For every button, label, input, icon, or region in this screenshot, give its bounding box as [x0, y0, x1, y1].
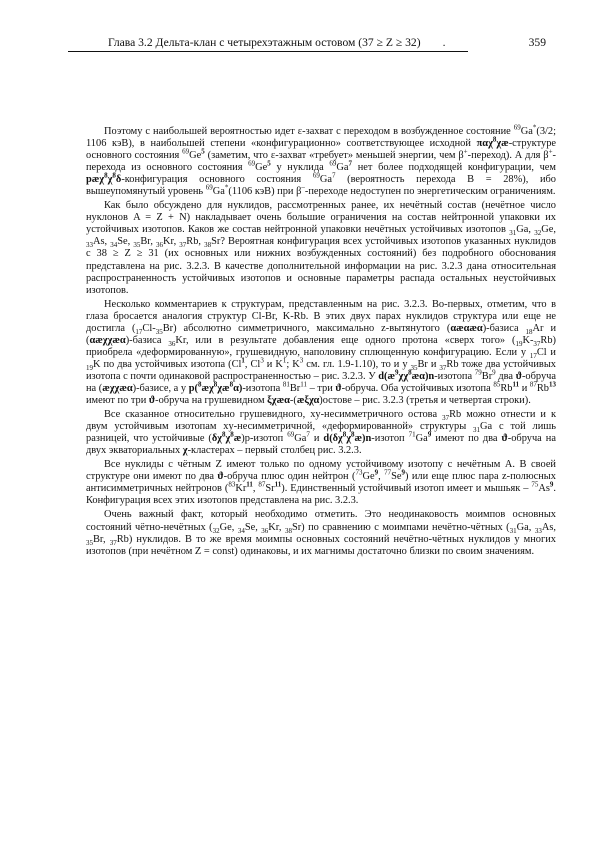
text-run: 37 — [109, 538, 117, 547]
text-run: 11 — [512, 380, 520, 389]
text-run: Rb) приобрела «деформированную», грушевидную, наполовину сплющенную конфигурацию. Если у — [86, 334, 556, 358]
text-run: )p-изотоп — [241, 433, 288, 445]
text-run: 8 — [112, 171, 116, 180]
text-run: χæ — [217, 382, 230, 394]
text-run: 9 — [492, 368, 496, 377]
text-run: два — [495, 370, 516, 382]
paragraph-5 — [86, 459, 556, 507]
page-number: 359 — [528, 36, 546, 49]
text-run: Kr, — [163, 236, 180, 248]
text-run: χχ — [398, 370, 409, 382]
text-run: αæχχæα — [89, 334, 126, 346]
text-run: 11 — [246, 480, 253, 489]
text-run: 8 — [230, 430, 234, 439]
text-run: Rb тоже два устойчивых изотопа с почти одинаковой распространенностью – рис. 3.2.3. У — [86, 358, 557, 382]
text-run: 32 — [212, 526, 220, 535]
text-run: -обруча плюс один нейтрон ( — [223, 471, 356, 483]
text-run: 7 — [331, 171, 336, 180]
text-run: 8 — [351, 430, 355, 439]
text-run: Ge — [255, 162, 268, 174]
text-run: παχ — [476, 138, 493, 150]
chapter-title-text: Глава 3.2 Дельта-клан с четырехэтажным остовом (37 ≥ Z ≥ 32) — [108, 36, 421, 49]
text-run: æξχα — [296, 395, 320, 407]
text-run: 35 — [155, 327, 163, 336]
text-run: имеют по три — [86, 395, 149, 407]
chapter-title — [108, 36, 445, 49]
text-run: (3/2; 1106 кэВ), в наибольшей степени «конфигурационно» соответствующее исходной — [86, 126, 556, 150]
text-run: * — [532, 123, 537, 132]
text-run: Se — [391, 471, 402, 483]
text-run: -изотопа — [242, 382, 283, 394]
text-run: Ge, — [219, 521, 238, 533]
paragraph-6 — [86, 509, 556, 557]
text-run: -кластерах – первый столбец рис. 3.2.3. — [187, 445, 362, 457]
text-run: и — [309, 433, 324, 445]
text-run: Как было обсуждено для нуклидов, рассмотренных ранее, их нечётный состав (нечётное число нуклонов A = Z + N) накладывает очень большие ограничения на состав нейтронной упаковки их устойчивых изотопов. Каков же состав нейтронной упаковки нечётных устойчивых изотопов — [86, 200, 556, 236]
text-run: 75 — [531, 480, 539, 489]
text-run: 19 — [515, 339, 523, 348]
text-run: 9 — [374, 468, 379, 477]
text-run: α) — [233, 382, 243, 394]
text-run: см. гл. 1.9-1.10), то и у — [303, 358, 411, 370]
text-run: Br, — [140, 236, 157, 248]
text-run: + — [463, 147, 468, 156]
text-run: -изотоп — [371, 433, 409, 445]
text-run: Ga, — [516, 521, 535, 533]
text-run: χæ — [496, 138, 509, 150]
text-run: 3 — [299, 356, 304, 365]
text-run: Ge, — [541, 224, 556, 236]
text-run: Rb — [536, 382, 549, 394]
text-run: -обруча. Оба устойчивых изотопа — [341, 382, 494, 394]
text-run: 1 — [241, 356, 245, 365]
text-run: -переход). А для β — [467, 150, 549, 162]
text-run: Cl и — [536, 346, 556, 358]
text-run: 36 — [168, 339, 176, 348]
text-run: 31 — [509, 526, 517, 535]
text-run: ) или еще плюс пара z-полюсных антисимметричных нейтронов ( — [86, 471, 556, 495]
text-run: As, — [93, 236, 111, 248]
text-run: 8 — [492, 135, 497, 144]
text-run: 9 — [395, 368, 399, 377]
body-text — [86, 123, 557, 560]
text-run: 5 — [201, 147, 205, 156]
text-run: 87 — [529, 380, 537, 389]
text-run: -обруча на грушевидном — [155, 395, 268, 407]
text-run: Sr? Вероятная конфигурация всех устойчивых изотопов указанных нуклидов с 38 ≥ Z ≥ 31 (их основных или нижних возбужденных состояний) без подробного обоснования представлена на рис. 3.2.3. В качестве дополнительной информации на рис. 3.2.3 дана относительная распространенность устойчивых изотопов и основные параметры распада остальных неустойчивых изотопов. — [86, 236, 557, 296]
text-run: -переходе недоступен по энергетическим ограничениям. — [304, 186, 556, 198]
text-run: Ge — [189, 150, 202, 162]
text-run: 37 — [533, 339, 541, 348]
text-run: æ)n — [354, 433, 372, 445]
text-run: Sr — [265, 483, 275, 495]
text-run: 9 — [427, 430, 432, 439]
text-run: 33 — [534, 526, 542, 535]
text-run: As, — [541, 521, 556, 533]
text-run: ϑ — [515, 370, 522, 382]
paragraph-4 — [86, 409, 556, 457]
text-run: 11 — [300, 380, 307, 389]
text-run: Ga — [520, 126, 533, 137]
text-run: 8 — [104, 171, 108, 180]
text-run: Ga — [336, 162, 349, 174]
text-run: 69 — [248, 159, 256, 168]
paragraph-1 — [86, 123, 556, 198]
text-run: -перехода из основного состояния — [86, 150, 556, 174]
text-run: -обруча на двух экваториальных — [86, 433, 556, 457]
text-run: ϑ — [335, 382, 342, 394]
text-run: χ — [182, 445, 188, 457]
text-run: K- — [522, 334, 534, 346]
text-run: )-базисе, а у — [132, 382, 189, 394]
text-run: 32 — [534, 229, 542, 238]
text-run: 9 — [401, 468, 405, 477]
text-run: K по два устойчивых изотопа (Cl — [93, 358, 242, 370]
text-run: ; K — [286, 358, 300, 370]
text-run: 37 — [439, 363, 447, 372]
text-run: Se, — [244, 521, 262, 533]
text-run: 38 — [284, 526, 292, 535]
text-run: ϑ — [148, 395, 156, 407]
page-header — [68, 36, 546, 54]
text-run: 36 — [261, 526, 269, 535]
text-run: + — [548, 147, 553, 156]
text-run: -изотопа — [434, 370, 475, 382]
text-run: Ga — [294, 433, 307, 445]
text-run: 9 — [549, 480, 554, 489]
text-run: 69 — [513, 123, 521, 132]
text-run: Br, — [93, 533, 110, 545]
text-run: æχ — [201, 382, 214, 394]
text-run: 8 — [221, 430, 226, 439]
text-run: 35 — [86, 538, 93, 547]
text-run: 18 — [525, 327, 533, 336]
text-run: 19 — [86, 363, 93, 372]
header-dot: . — [442, 36, 446, 49]
text-run: (заметим, что ε-захват «требует» меньшей энергии, чем β — [204, 150, 464, 162]
text-run: 3 — [260, 356, 264, 365]
text-run: Kr, — [268, 521, 285, 533]
text-run: – — [301, 183, 305, 192]
text-run: , — [252, 483, 259, 495]
header-rule — [68, 51, 468, 52]
text-run: 17 — [135, 327, 143, 336]
text-run: 35 — [133, 241, 141, 250]
text-run: (1106 кэВ) при β — [228, 186, 302, 198]
text-run: 79 — [474, 368, 482, 377]
text-run: æχχæα — [102, 382, 133, 394]
text-run: )-базиса — [125, 334, 169, 346]
text-run: Очень важный факт, который необходимо отметить. Это неодинаковость моимпов основных состояний чётно-нечётных ( — [86, 509, 556, 533]
text-run: -( — [289, 395, 297, 407]
text-run: χ — [225, 433, 231, 445]
text-run: , — [378, 471, 385, 483]
text-run: * — [224, 183, 229, 192]
text-run: 69 — [205, 183, 213, 192]
text-run: Kr, или в результате добавления еще одного протона «сверх того» ( — [175, 334, 516, 346]
text-run: δχ — [211, 433, 222, 445]
text-run: χ — [346, 433, 352, 445]
text-run: Br — [289, 382, 301, 394]
text-run: )-базиса — [482, 322, 526, 334]
text-run: 81 — [282, 380, 290, 389]
text-run: 87 — [258, 480, 266, 489]
text-run: χ — [107, 174, 113, 186]
text-run: 37 — [179, 241, 187, 250]
text-run: Все сказанное относительно грушевидного, xy-несимметричного остова — [104, 409, 443, 421]
text-run: Kr — [235, 483, 247, 495]
text-run: , Cl — [244, 358, 261, 370]
text-run: нет более подходящей конфигурации, чем — [352, 162, 556, 174]
text-run: δ — [115, 174, 122, 186]
text-run: . Конфигурация всех этих изотопов представлена на рис. 3.2.3. — [86, 483, 556, 507]
text-run: Br и — [417, 358, 440, 370]
text-run: d(æ — [378, 370, 396, 382]
text-run: Br) абсолютно симметричного, максимально z-вытянутого ( — [162, 322, 451, 334]
text-run: 31 — [509, 229, 517, 238]
text-run: 71 — [408, 430, 416, 439]
text-run: ξχæα — [267, 395, 290, 407]
text-run: Все нуклиды с чётным Z имеют только по одному устойчивому изотопу с нечётным A. В своей структуре они имеют по два — [86, 459, 556, 483]
text-run: Ga с той лишь разницей, что устойчивые ( — [86, 421, 557, 445]
text-run: Rb можно отнести и к двум устойчивым изотопам xy-несимметричной, «деформированной» структуры — [86, 409, 556, 433]
text-run: As — [538, 483, 550, 495]
text-run: 37 — [442, 414, 450, 423]
text-run: æ — [233, 433, 242, 445]
text-run: ϑ — [501, 433, 508, 445]
text-run: 8 — [197, 380, 202, 389]
text-run: pæχ — [86, 174, 105, 186]
text-run: Ga — [212, 186, 225, 198]
text-run: Br — [481, 370, 493, 382]
text-run: 69 — [329, 159, 337, 168]
text-run: Ga, — [516, 224, 535, 236]
text-run: ). Единственный устойчивый изотоп имеет и мышьяк – — [281, 483, 532, 495]
text-run: 36 — [156, 241, 164, 250]
text-run: 85 — [493, 380, 501, 389]
text-run: 34 — [237, 526, 245, 535]
text-run: Rb — [500, 382, 513, 394]
text-run: 34 — [110, 241, 118, 250]
text-run: 5 — [267, 159, 271, 168]
text-run: 8 — [408, 368, 412, 377]
text-run: у нуклида — [270, 162, 330, 174]
text-run: 77 — [384, 468, 392, 477]
text-run: 17 — [529, 351, 537, 360]
text-run: Ar и ( — [86, 322, 557, 346]
text-run: 69 — [182, 147, 190, 156]
text-run: Поэтому с наибольшей вероятностью идет ε-захват с переходом в возбужденное состояние — [104, 126, 514, 137]
text-run: 33 — [86, 241, 93, 250]
text-run: 38 — [204, 241, 212, 250]
text-run: 11 — [274, 480, 282, 489]
text-run: Sr) по сравнению с моимпами нечётно-чётных ( — [291, 521, 510, 533]
text-run: Rb, — [186, 236, 205, 248]
text-run: -обруча на ( — [86, 370, 556, 394]
text-run: (вероятность перехода B = 28%), ибо вышеупомянутый уровень — [86, 174, 556, 198]
text-run: )остове – рис. 3.2.3 (третья и четвертая строки). — [319, 395, 531, 407]
text-run: 8 — [342, 430, 347, 439]
paragraph-3 — [86, 299, 556, 407]
text-run: и K — [263, 358, 283, 370]
text-run: Ga — [319, 174, 332, 186]
text-run: 31 — [473, 426, 481, 435]
text-run: æα)n — [411, 370, 435, 382]
text-run: 83 — [228, 480, 236, 489]
text-run: 7 — [306, 430, 310, 439]
text-run: ϑ — [217, 471, 224, 483]
text-run: 35 — [410, 363, 418, 372]
text-run: 69 — [312, 171, 320, 180]
text-run: Ga — [415, 433, 428, 445]
text-run: 1 — [282, 356, 287, 365]
text-run: – три — [306, 382, 336, 394]
text-run: d(δχ — [323, 433, 343, 445]
text-run: Ge — [362, 471, 375, 483]
text-run: 73 — [355, 468, 363, 477]
text-run: и — [519, 382, 530, 394]
text-run: αæαæα — [450, 322, 483, 334]
text-run: -структуре основного состояния — [86, 138, 556, 162]
text-run: Несколько комментариев к структурам, представленным на рис. 3.2.3. Во-первых, отметим, что в глаза бросается аналогия структур Cl-Br, K-Rb. В этих двух парах нуклидов структура или еще не достигла ( — [86, 298, 556, 334]
text-run: имеют по два — [431, 433, 502, 445]
text-run: Cl- — [142, 322, 156, 334]
text-run: 13 — [549, 380, 556, 389]
text-run: p( — [188, 382, 198, 394]
text-run: -конфигурация основного состояния — [121, 174, 313, 186]
text-run: 69 — [287, 430, 295, 439]
text-run: Se, — [117, 236, 134, 248]
text-run: Rb) нуклидов. В то же время моимпы основных состояний нечётно-чётных нуклидов у многих изотопов (при нечётном Z = const) одинаковы, и их магнимы достаточно близки по своим значениям. — [86, 533, 556, 557]
text-run: 7 — [348, 159, 353, 168]
paragraph-2 — [86, 200, 556, 296]
text-run: 8 — [229, 380, 234, 389]
text-run: 8 — [213, 380, 218, 389]
